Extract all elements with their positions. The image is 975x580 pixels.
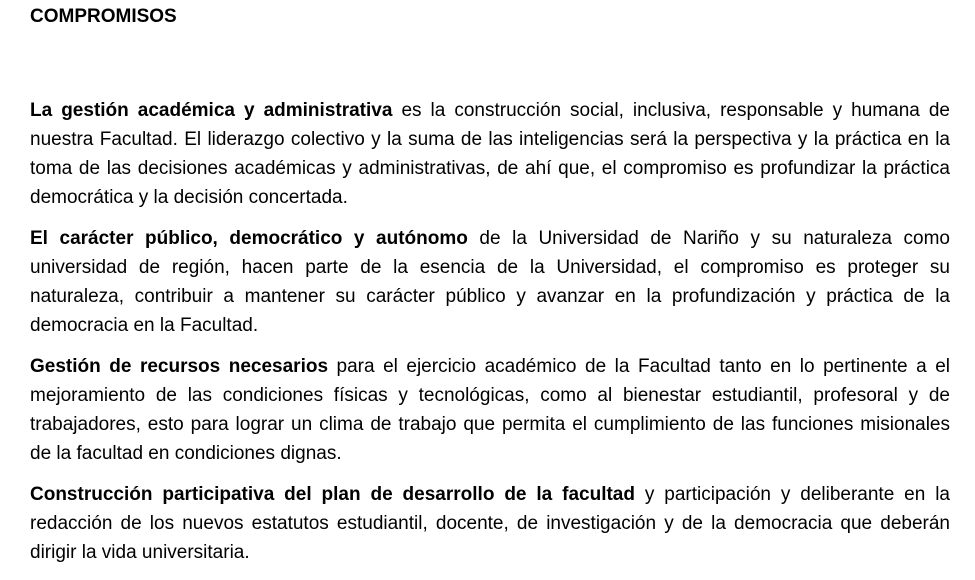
paragraph-gestion-academica xyxy=(30,96,950,212)
paragraph-text: para el ejercicio académico de la Facultad tanto en lo pertinente a el mejoramiento de las condiciones físicas y tecnológicas, como al bienestar estudiantil, profesoral y de trabajadores, esto para lograr un clima de trabajo que permita el cumplimiento de las funciones misionales de la facultad en condiciones dignas. xyxy=(30,356,950,464)
paragraph-text: de la Universidad de Nariño y su naturaleza como universidad de región, hacen parte de la esencia de la Universidad, el compromiso es proteger su naturaleza, contribuir a mantener su carácter público y avanzar en la profundización y práctica de la democracia en la Facultad. xyxy=(30,228,950,336)
paragraph-text: y participación y deliberante en la redacción de los nuevos estatutos estudiantil, docente, de investigación y de la democracia que deberán dirigir la vida universitaria. xyxy=(30,484,950,563)
paragraph-lead: La gestión académica y administrativa xyxy=(30,100,393,121)
paragraph-caracter-publico xyxy=(30,224,950,340)
paragraph-lead: El carácter público, democrático y autónomo xyxy=(30,228,468,249)
paragraph-plan-desarrollo xyxy=(30,480,950,567)
paragraph-lead: Gestión de recursos necesarios xyxy=(30,356,329,377)
document-body xyxy=(30,96,950,579)
paragraph-lead: Construcción participativa del plan de desarrollo de la facultad xyxy=(30,484,635,505)
section-heading: COMPROMISOS xyxy=(30,6,177,27)
paragraph-text: es la construcción social, inclusiva, responsable y humana de nuestra Facultad. El liderazgo colectivo y la suma de las inteligencias será la perspectiva y la práctica en la toma de las decisiones académicas y administrativas, de ahí que, el compromiso es profundizar la práctica democrática y la decisión concertada. xyxy=(30,100,950,208)
paragraph-gestion-recursos xyxy=(30,352,950,468)
